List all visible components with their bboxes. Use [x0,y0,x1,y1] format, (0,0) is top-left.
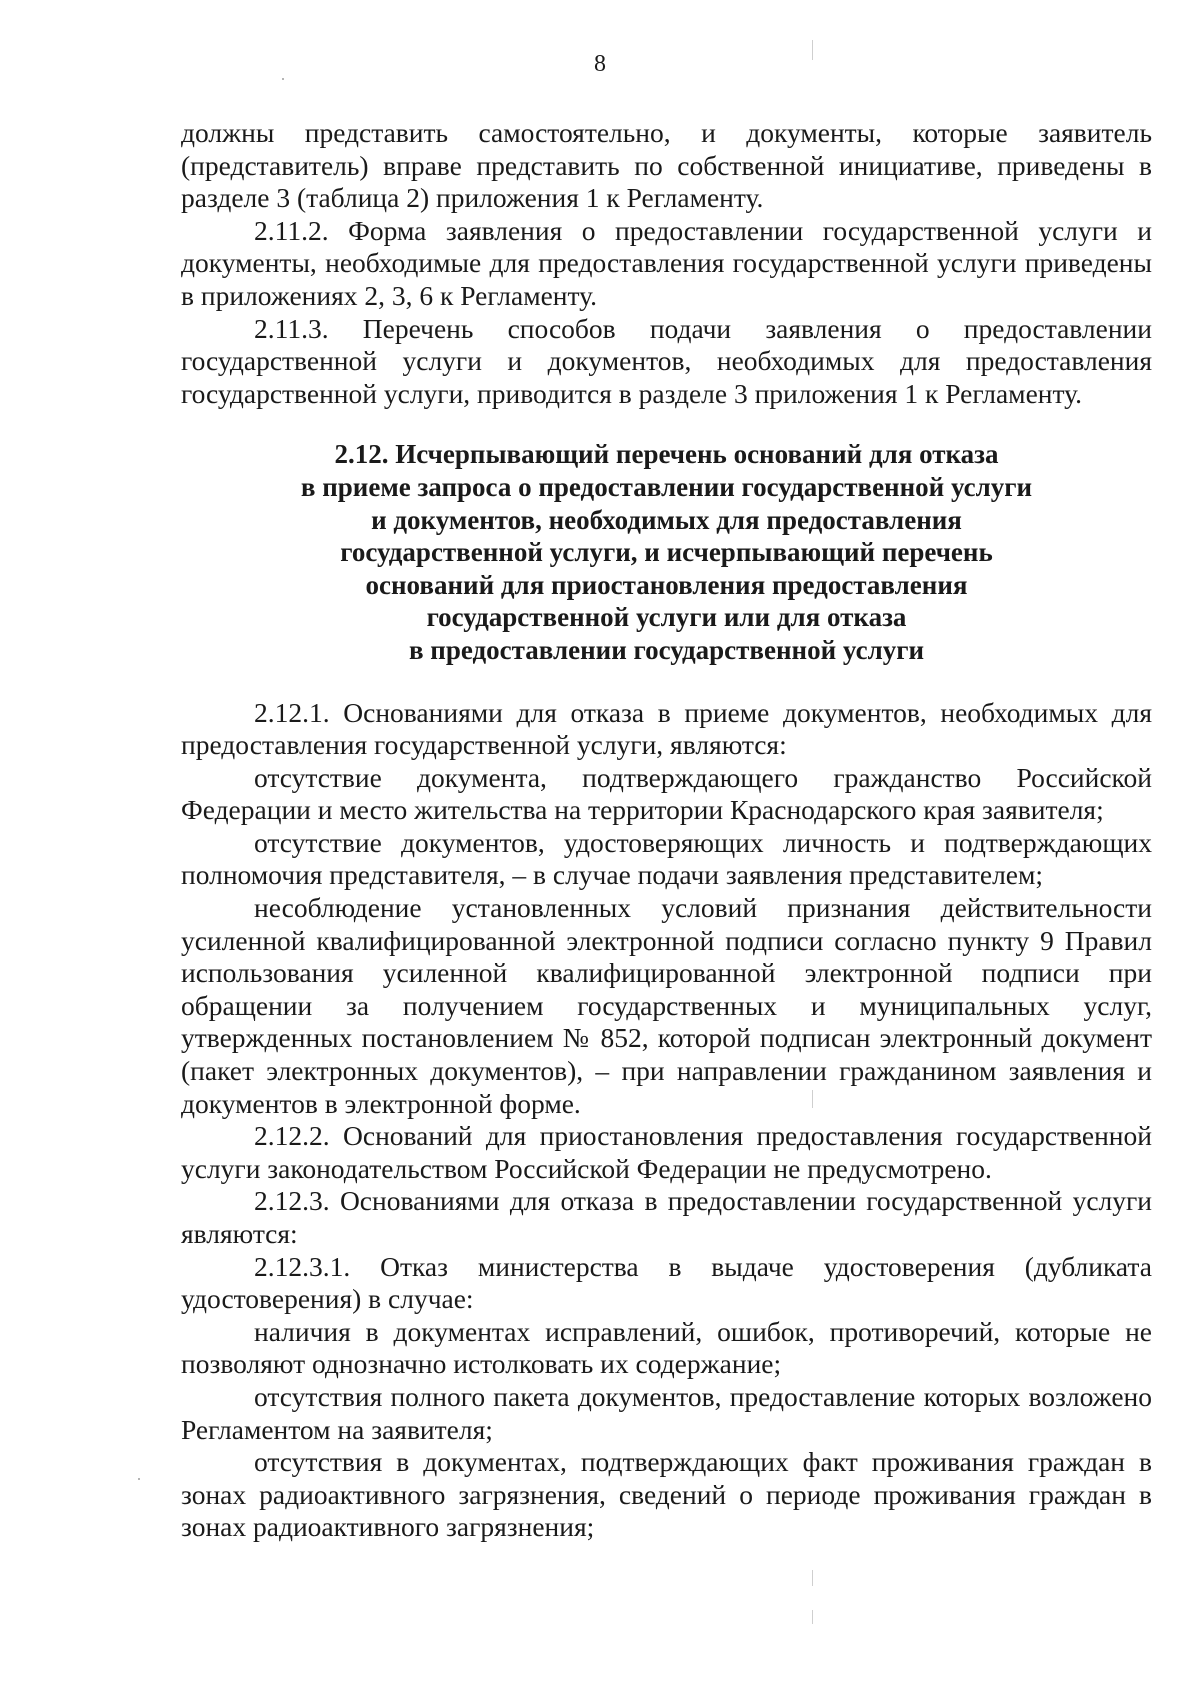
scan-speck [138,1478,140,1480]
paragraph-2-12-3: 2.12.3. Основаниями для отказа в предоставлении государственной услуги являются: [181,1185,1152,1249]
scan-fold-line [812,40,813,60]
heading-line: и документов, необходимых для предоставления [371,504,962,535]
scan-fold-line [812,1570,813,1586]
paragraph-2-12-2: 2.12.2. Оснований для приостановления предоставления государственной услуги законодательством Российской Федерации не предусмотрено. [181,1120,1152,1184]
scan-fold-line [812,1090,813,1108]
scan-speck [282,78,284,80]
heading-line: оснований для приостановления предоставления [365,569,968,600]
list-item-ground: отсутствие документа, подтверждающего гражданство Российской Федерации и место жительства на территории Краснодарского края заявителя; [181,761,1152,826]
list-item-ground: несоблюдение установленных условий признания действительности усиленной квалифицированной электронной подписи согласно пункту 9 Правил использования усиленной квалифицированной электронной подписи при обращении за получением государственных и муниципальных услуг, утвержденных постановлением № 852, которой подписан электронный документ (пакет электронных документов), – при направлении гражданином заявления и документов в электронной форме. [181,892,1152,1119]
list-item-ground: наличия в документах исправлений, ошибок, противоречий, которые не позволяют однозначно истолковать их содержание; [181,1315,1152,1380]
scan-fold-line [812,1610,813,1624]
heading-line: в приеме запроса о предоставлении государственной услуги [300,471,1033,502]
paragraph-2-11-2: 2.11.2. Форма заявления о предоставлении государственной услуги и документы, необходимые для предоставления государственной услуги приведены в приложениях 2, 3, 6 к Регламенту. [181,214,1152,311]
list-item-ground: отсутствие документов, удостоверяющих личность и подтверждающих полномочия представителя, – в случае подачи заявления представителем; [181,826,1152,891]
heading-line: государственной услуги, и исчерпывающий перечень [340,537,993,568]
paragraph-2-12-3-1: 2.12.3.1. Отказ министерства в выдаче удостоверения (дубликата удостоверения) в случае: [181,1250,1152,1315]
heading-line: 2.12. Исчерпывающий перечень оснований для отказа [334,439,999,470]
paragraph-2-11-3: 2.11.3. Перечень способов подачи заявления о предоставлении государственной услуги и документов, необходимых для предоставления государственной услуги, приводится в разделе 3 приложения 1 к Регламенту. [181,312,1152,409]
heading-line: государственной услуги или для отказа [426,602,907,633]
section-heading-2-12 [181,438,1152,666]
list-item-ground: отсутствия полного пакета документов, предоставление которых возложено Регламентом на заявителя; [181,1380,1152,1445]
document-body [181,117,1152,1544]
page-number: 8 [594,51,606,77]
heading-line: в предоставлении государственной услуги [408,634,925,665]
paragraph-continuation: должны представить самостоятельно, и документы, которые заявитель (представитель) вправе представить по собственной инициативе, приведены в разделе 3 (таблица 2) приложения 1 к Регламенту. [181,117,1152,214]
paragraph-2-12-1: 2.12.1. Основаниями для отказа в приеме документов, необходимых для предоставления государственной услуги, являются: [181,696,1152,761]
list-item-ground: отсутствия в документах, подтверждающих факт проживания граждан в зонах радиоактивного загрязнения, сведений о периоде проживания граждан в зонах радиоактивного загрязнения; [181,1446,1152,1543]
